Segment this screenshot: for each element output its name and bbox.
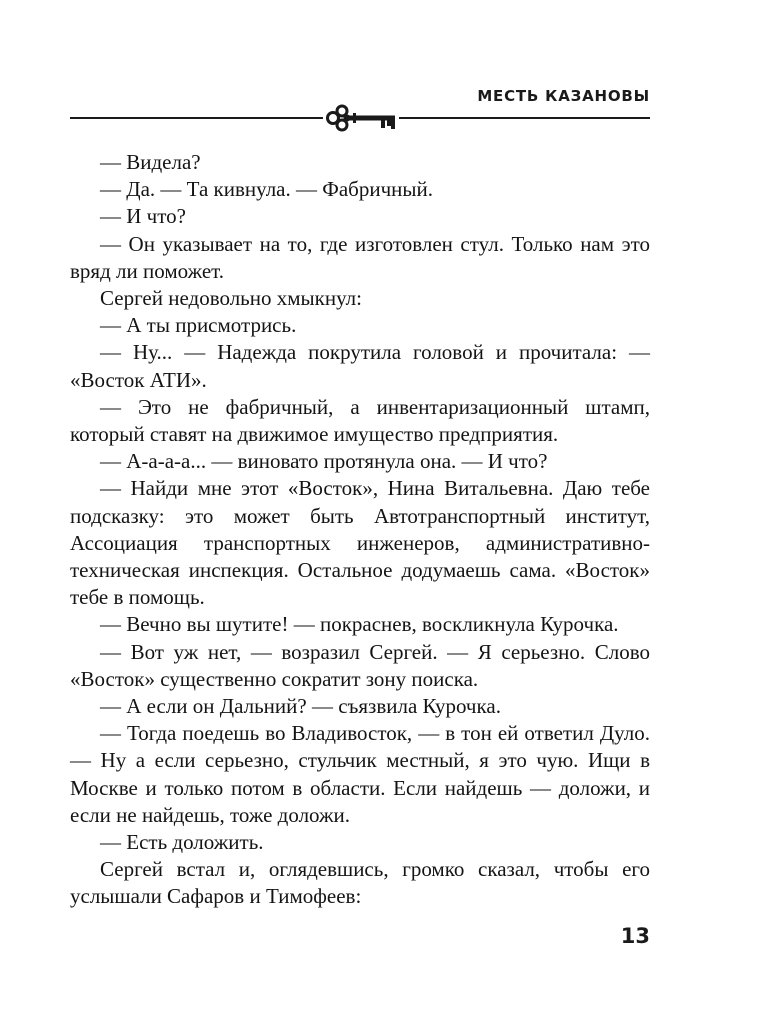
paragraph: — Вот уж нет, — возразил Сергей. — Я серьезно. Слово «Восток» существенно сократит зону поиска. bbox=[70, 639, 650, 691]
paragraph: — Ну... — Надежда покрутила головой и прочитала: — «Восток АТИ». bbox=[70, 340, 650, 392]
paragraph: — Тогда поедешь во Владивосток, — в тон ей ответил Дуло. — Ну а если серьезно, стульчик местный, я это чую. Ищи в Москве и только потом в области. Если найдешь — доложи, и если не найдешь, тоже доложи. bbox=[70, 721, 650, 827]
page-body-text bbox=[70, 149, 650, 911]
paragraph: — А-а-а-а... — виновато протянула она. — И что? bbox=[100, 449, 548, 474]
paragraph: — Да. — Та кивнула. — Фабричный. bbox=[100, 177, 433, 202]
paragraph: Сергей встал и, оглядевшись, громко сказал, чтобы его услышали Сафаров и Тимофеев: bbox=[70, 857, 650, 909]
running-header-title: МЕСТЬ КАЗАНОВЫ bbox=[477, 87, 650, 105]
paragraph: — Это не фабричный, а инвентаризационный штамп, который ставят на движимое имущество предприятия. bbox=[70, 394, 650, 447]
key-icon bbox=[323, 103, 399, 133]
paragraph: — Есть доложить. bbox=[100, 830, 264, 855]
paragraph: — Вечно вы шутите! — покраснев, воскликнула Курочка. bbox=[100, 612, 619, 637]
paragraph: — Найди мне этот «Восток», Нина Витальевна. Даю тебе подсказку: это может быть Автотранспортный институт, Ассоциация транспортных инженеров, административно-техническая инспекция. Остальное додумаешь сама. «Восток» тебе в помощь. bbox=[70, 476, 650, 610]
paragraph: — Видела? bbox=[100, 150, 201, 174]
page-number: 13 bbox=[620, 924, 650, 948]
paragraph: Сергей недовольно хмыкнул: bbox=[100, 286, 362, 311]
paragraph: — И что? bbox=[100, 204, 186, 229]
paragraph: — А если он Дальний? — съязвила Курочка. bbox=[100, 694, 501, 719]
paragraph: — А ты присмотрись. bbox=[100, 313, 297, 338]
paragraph: — Он указывает на то, где изготовлен стул. Только нам это вряд ли поможет. bbox=[70, 231, 650, 283]
